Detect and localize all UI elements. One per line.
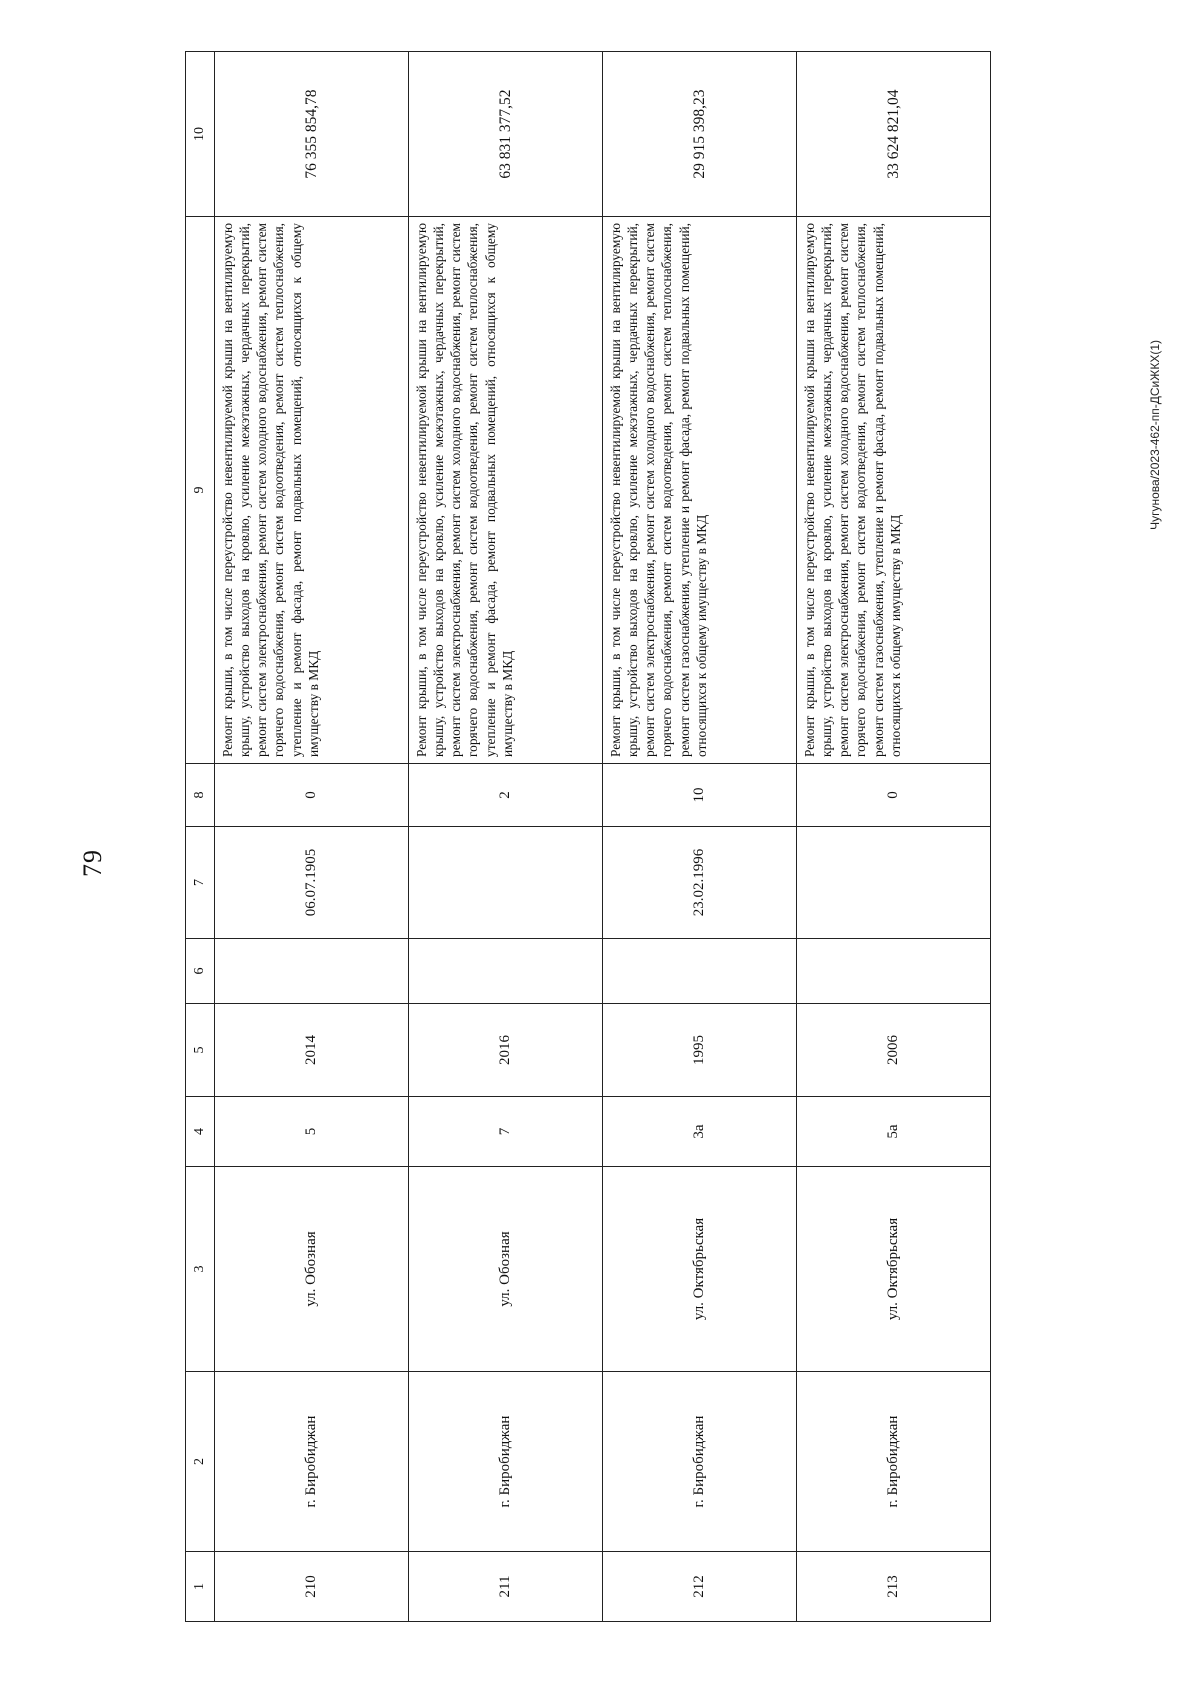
column-header: 2	[186, 1372, 215, 1552]
year-cell: 2006	[797, 1004, 991, 1097]
date-cell	[409, 827, 603, 939]
date-cell: 06.07.1905	[215, 827, 409, 939]
table-row	[409, 52, 603, 1622]
page-number: 79	[78, 849, 107, 877]
housing-repair-table	[185, 51, 991, 1622]
year-cell: 2014	[215, 1004, 409, 1097]
street-cell: ул. Обозная	[215, 1167, 409, 1372]
works-description-cell: Ремонт крыши, в том числе переустройство невентилируемой крыши на вентилируемую крышу, устройство выходов на кровлю, усиление межэтажных, чердачных перекрытий, ремонт систем электроснабжения, ремонт систем холодного водоснабжения, ремонт систем горячего водоснабжения, ремонт систем водоотведения, ремонт систем теплоснабжения, утепление и ремонт фасада, ремонт подвальных помещений, относящихся к общему имуществу в МКД	[409, 217, 603, 764]
column-6-cell	[603, 939, 797, 1004]
city-cell: г. Биробиджан	[215, 1372, 409, 1552]
works-description-cell: Ремонт крыши, в том числе переустройство невентилируемой крыши на вентилируемую крышу, устройство выходов на кровлю, усиление межэтажных, чердачных перекрытий, ремонт систем электроснабжения, ремонт систем холодного водоснабжения, ремонт систем горячего водоснабжения, ремонт систем водоотведения, ремонт систем теплоснабжения, утепление и ремонт фасада, ремонт подвальных помещений, относящихся к общему имуществу в МКД	[215, 217, 409, 764]
row-number: 213	[797, 1552, 991, 1622]
column-header: 3	[186, 1167, 215, 1372]
column-header: 4	[186, 1097, 215, 1167]
street-cell: ул. Октябрьская	[797, 1167, 991, 1372]
column-number-row	[186, 52, 215, 1622]
works-description-cell: Ремонт крыши, в том числе переустройство невентилируемой крыши на вентилируемую крышу, устройство выходов на кровлю, усиление межэтажных, чердачных перекрытий, ремонт систем электроснабжения, ремонт систем холодного водоснабжения, ремонт систем горячего водоснабжения, ремонт систем водоотведения, ремонт систем теплоснабжения, ремонт систем газоснабжения, утепление и ремонт фасада, ремонт подвальных помещений, относящихся к общему имуществу в МКД	[797, 217, 991, 764]
column-8-cell: 0	[797, 764, 991, 827]
year-cell: 1995	[603, 1004, 797, 1097]
column-8-cell: 10	[603, 764, 797, 827]
house-number-cell: 7	[409, 1097, 603, 1167]
row-number: 210	[215, 1552, 409, 1622]
column-header: 5	[186, 1004, 215, 1097]
cost-cell: 29 915 398,23	[603, 52, 797, 217]
document-footer-code: Чугунова/2023-462-пп-ДСиЖКХ(1)	[1148, 340, 1162, 530]
date-cell	[797, 827, 991, 939]
row-number: 211	[409, 1552, 603, 1622]
column-6-cell	[409, 939, 603, 1004]
row-number: 212	[603, 1552, 797, 1622]
cost-cell: 76 355 854,78	[215, 52, 409, 217]
house-number-cell: 5а	[797, 1097, 991, 1167]
table-row	[797, 52, 991, 1622]
column-header: 1	[186, 1552, 215, 1622]
column-8-cell: 2	[409, 764, 603, 827]
street-cell: ул. Обозная	[409, 1167, 603, 1372]
cost-cell: 33 624 821,04	[797, 52, 991, 217]
column-header: 8	[186, 764, 215, 827]
column-6-cell	[215, 939, 409, 1004]
table-row	[215, 52, 409, 1622]
cost-cell: 63 831 377,52	[409, 52, 603, 217]
city-cell: г. Биробиджан	[409, 1372, 603, 1552]
street-cell: ул. Октябрьская	[603, 1167, 797, 1372]
column-8-cell: 0	[215, 764, 409, 827]
works-description-cell: Ремонт крыши, в том числе переустройство невентилируемой крыши на вентилируемую крышу, устройство выходов на кровлю, усиление межэтажных, чердачных перекрытий, ремонт систем электроснабжения, ремонт систем холодного водоснабжения, ремонт систем горячего водоснабжения, ремонт систем водоотведения, ремонт систем теплоснабжения, ремонт систем газоснабжения, утепление и ремонт фасада, ремонт подвальных помещений, относящихся к общему имуществу в МКД	[603, 217, 797, 764]
column-header: 6	[186, 939, 215, 1004]
house-number-cell: 5	[215, 1097, 409, 1167]
year-cell: 2016	[409, 1004, 603, 1097]
house-number-cell: 3а	[603, 1097, 797, 1167]
column-header: 7	[186, 827, 215, 939]
city-cell: г. Биробиджан	[603, 1372, 797, 1552]
column-header: 9	[186, 217, 215, 764]
date-cell: 23.02.1996	[603, 827, 797, 939]
column-6-cell	[797, 939, 991, 1004]
city-cell: г. Биробиджан	[797, 1372, 991, 1552]
column-header: 10	[186, 52, 215, 217]
table-row	[603, 52, 797, 1622]
